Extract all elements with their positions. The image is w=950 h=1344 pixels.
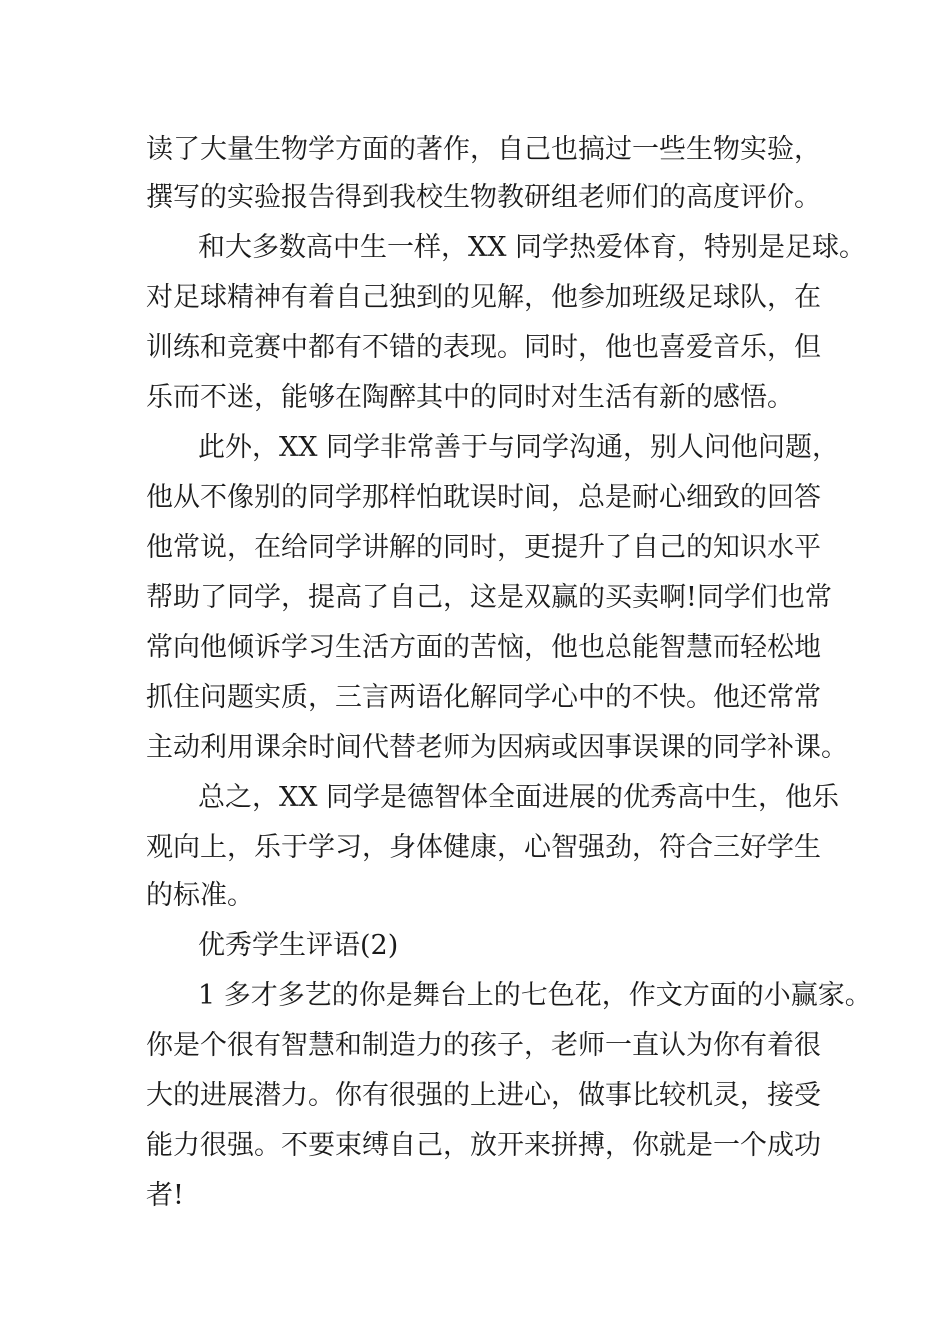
text-line: 能力很强。不要束缚自己，放开来拼搏，你就是一个成功 [146, 1130, 821, 1161]
text-line: 他常说，在给同学讲解的同时，更提升了自己的知识水平 [146, 532, 821, 563]
text-line: 对足球精神有着自己独到的见解，他参加班级足球队，在 [146, 282, 821, 313]
section-heading: 优秀学生评语(2) [198, 930, 399, 961]
text-line: 读了大量生物学方面的著作，自己也搞过一些生物实验， [146, 134, 821, 165]
text-line: 帮助了同学，提高了自己，这是双赢的买卖啊!同学们也常 [146, 582, 832, 613]
paragraph-start-line: 1 多才多艺的你是舞台上的七色花，作文方面的小赢家。 [198, 980, 872, 1011]
text-line: 乐而不迷，能够在陶醉其中的同时对生活有新的感悟。 [146, 382, 794, 413]
text-line: 撰写的实验报告得到我校生物教研组老师们的高度评价。 [146, 182, 821, 213]
text-line: 抓住问题实质，三言两语化解同学心中的不快。他还常常 [146, 682, 821, 713]
text-line: 大的进展潜力。你有很强的上进心，做事比较机灵，接受 [146, 1080, 821, 1111]
text-line: 常向他倾诉学习生活方面的苦恼，他也总能智慧而轻松地 [146, 632, 821, 663]
text-line: 的标准。 [146, 880, 254, 911]
paragraph-start-line: 总之，XX 同学是德智体全面进展的优秀高中生，他乐 [198, 782, 840, 813]
text-line: 他从不像别的同学那样怕耽误时间，总是耐心细致的回答 [146, 482, 821, 513]
text-line: 主动利用课余时间代替老师为因病或因事误课的同学补课。 [146, 732, 848, 763]
text-line: 者! [146, 1180, 184, 1211]
text-line: 观向上，乐于学习，身体健康，心智强劲，符合三好学生 [146, 832, 821, 863]
paragraph-start-line: 此外，XX 同学非常善于与同学沟通，别人问他问题， [198, 432, 840, 463]
text-line: 你是个很有智慧和制造力的孩子，老师一直认为你有着很 [146, 1030, 821, 1061]
paragraph-start-line: 和大多数高中生一样，XX 同学热爱体育，特别是足球。 [198, 232, 867, 263]
text-line: 训练和竞赛中都有不错的表现。同时，他也喜爱音乐，但 [146, 332, 821, 363]
